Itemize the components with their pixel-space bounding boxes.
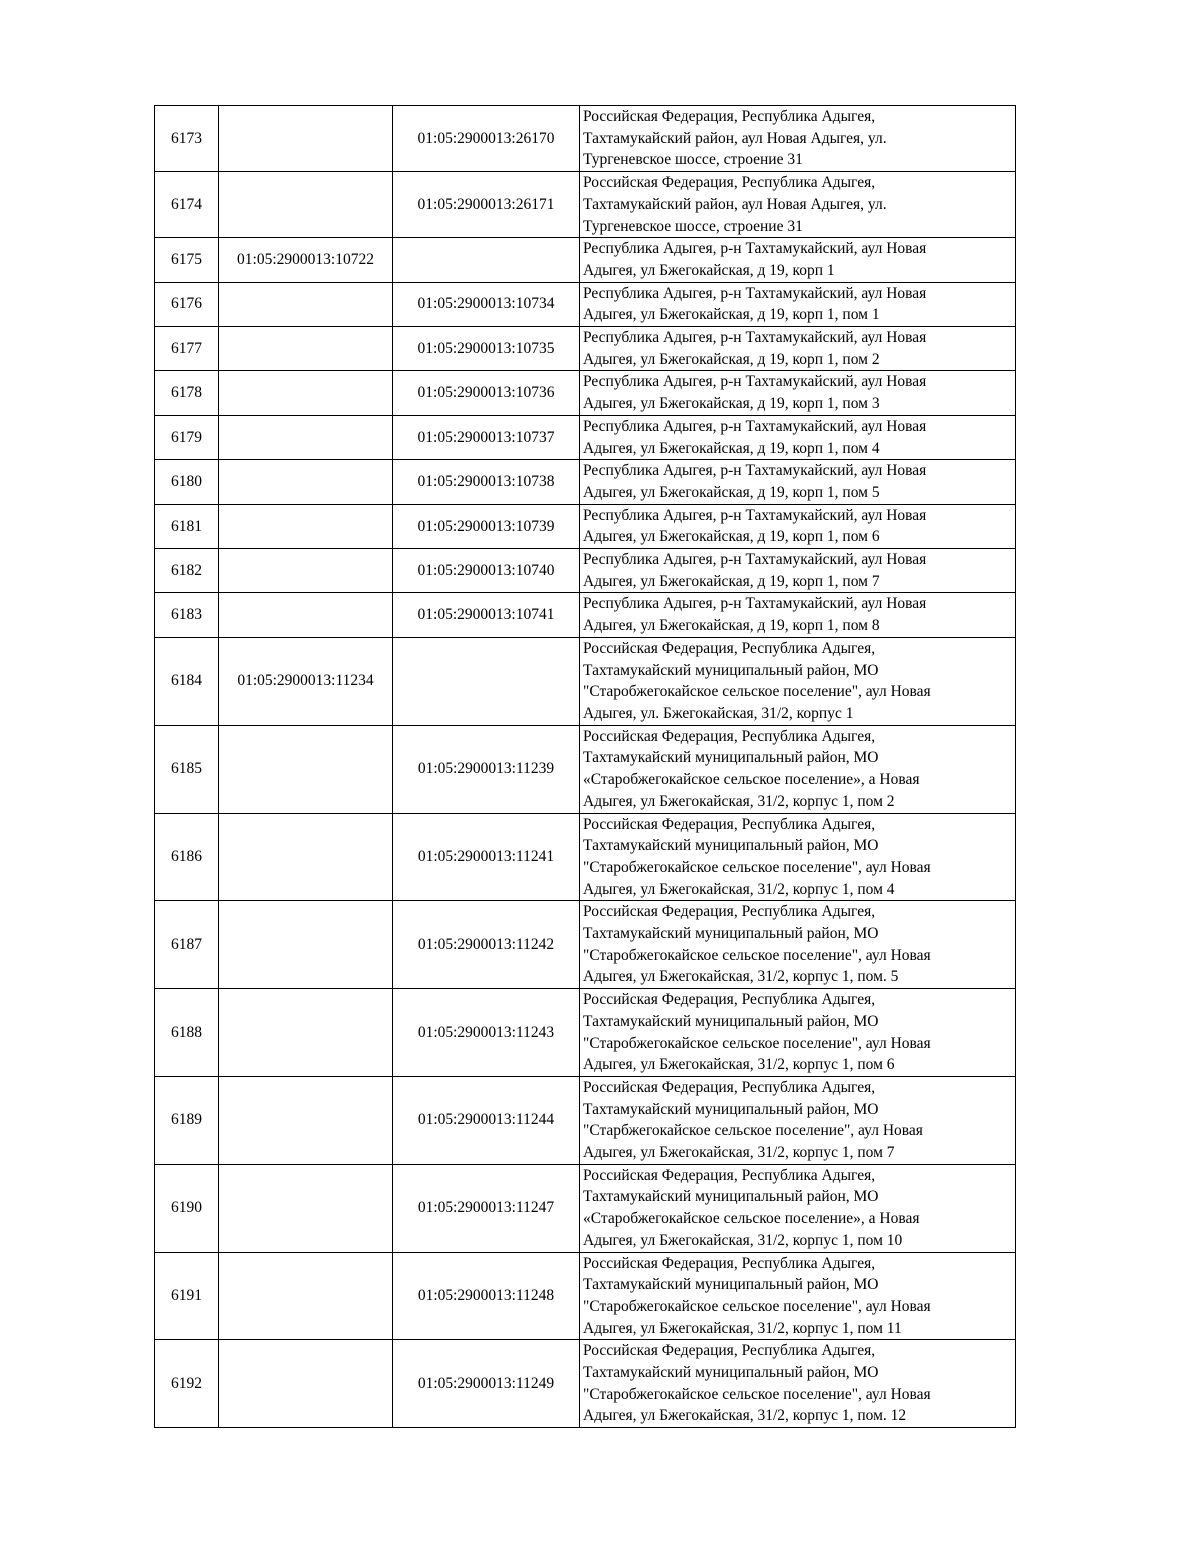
cadastral-number-object: 01:05:2900013:11243 bbox=[393, 989, 580, 1077]
cadastral-number-parcel bbox=[219, 1076, 393, 1164]
cadastral-number-parcel: 01:05:2900013:11234 bbox=[219, 637, 393, 725]
row-number: 6182 bbox=[155, 549, 219, 593]
table-row bbox=[155, 813, 1016, 901]
cadastral-number-parcel bbox=[219, 371, 393, 415]
cadastral-number-parcel: 01:05:2900013:10722 bbox=[219, 238, 393, 282]
cadastral-number-object: 01:05:2900013:10740 bbox=[393, 549, 580, 593]
cadastral-number-parcel bbox=[219, 415, 393, 459]
cadastral-number-object: 01:05:2900013:11249 bbox=[393, 1340, 580, 1428]
cadastral-number-parcel bbox=[219, 901, 393, 989]
table-row bbox=[155, 901, 1016, 989]
cadastral-number-parcel bbox=[219, 106, 393, 172]
cadastral-number-object: 01:05:2900013:11247 bbox=[393, 1164, 580, 1252]
cadastral-number-parcel bbox=[219, 1340, 393, 1428]
row-number: 6181 bbox=[155, 504, 219, 548]
address-cell: Республика Адыгея, р-н Тахтамукайский, аул Новая Адыгея, ул Бжегокайская, д 19, корп 1, пом 8 bbox=[580, 593, 1016, 637]
address-cell: Российская Федерация, Республика Адыгея, Тахтамукайский муниципальный район, МО "Старобжегокайское сельское поселение", аул Новая Адыгея, ул Бжегокайская, 31/2, корпус 1, пом. 12 bbox=[580, 1340, 1016, 1428]
table-row bbox=[155, 989, 1016, 1077]
cadastral-number-object: 01:05:2900013:11248 bbox=[393, 1252, 580, 1340]
row-number: 6190 bbox=[155, 1164, 219, 1252]
row-number: 6188 bbox=[155, 989, 219, 1077]
table-row bbox=[155, 238, 1016, 282]
table-row bbox=[155, 460, 1016, 504]
table-row bbox=[155, 282, 1016, 326]
row-number: 6175 bbox=[155, 238, 219, 282]
row-number: 6177 bbox=[155, 327, 219, 371]
cadastral-number-object: 01:05:2900013:11242 bbox=[393, 901, 580, 989]
cadastral-number-object: 01:05:2900013:26170 bbox=[393, 106, 580, 172]
table-row bbox=[155, 1252, 1016, 1340]
row-number: 6184 bbox=[155, 637, 219, 725]
cadastral-number-parcel bbox=[219, 1164, 393, 1252]
cadastral-number-object: 01:05:2900013:10735 bbox=[393, 327, 580, 371]
cadastral-number-object: 01:05:2900013:10734 bbox=[393, 282, 580, 326]
row-number: 6191 bbox=[155, 1252, 219, 1340]
cadastral-number-parcel bbox=[219, 282, 393, 326]
address-cell: Российская Федерация, Республика Адыгея, Тахтамукайский муниципальный район, МО "Старобжегокайское сельское поселение", аул Новая Адыгея, ул Бжегокайская, 31/2, корпус 1, пом 11 bbox=[580, 1252, 1016, 1340]
table-row bbox=[155, 637, 1016, 725]
row-number: 6180 bbox=[155, 460, 219, 504]
cadastral-number-object: 01:05:2900013:10738 bbox=[393, 460, 580, 504]
cadastral-number-object: 01:05:2900013:10739 bbox=[393, 504, 580, 548]
cadastral-number-object: 01:05:2900013:11241 bbox=[393, 813, 580, 901]
cadastral-number-object: 01:05:2900013:10736 bbox=[393, 371, 580, 415]
row-number: 6183 bbox=[155, 593, 219, 637]
address-cell: Российская Федерация, Республика Адыгея, Тахтамукайский муниципальный район, МО "Старбжегокайское сельское поселение", аул Новая Адыгея, ул Бжегокайская, 31/2, корпус 1, пом 7 bbox=[580, 1076, 1016, 1164]
cadastral-number-parcel bbox=[219, 593, 393, 637]
table-row bbox=[155, 172, 1016, 238]
address-cell: Российская Федерация, Республика Адыгея, Тахтамукайский муниципальный район, МО "Старобжегокайское сельское поселение", аул Новая Адыгея, ул Бжегокайская, 31/2, корпус 1, пом 6 bbox=[580, 989, 1016, 1077]
cadastral-number-parcel bbox=[219, 172, 393, 238]
table-row bbox=[155, 106, 1016, 172]
address-cell: Российская Федерация, Республика Адыгея, Тахтамукайский район, аул Новая Адыгея, ул. Тургеневское шоссе, строение 31 bbox=[580, 106, 1016, 172]
address-cell: Республика Адыгея, р-н Тахтамукайский, аул Новая Адыгея, ул Бжегокайская, д 19, корп 1, пом 5 bbox=[580, 460, 1016, 504]
row-number: 6173 bbox=[155, 106, 219, 172]
cadastral-number-parcel bbox=[219, 504, 393, 548]
cadastral-number-object: 01:05:2900013:10737 bbox=[393, 415, 580, 459]
table-row bbox=[155, 504, 1016, 548]
address-cell: Республика Адыгея, р-н Тахтамукайский, аул Новая Адыгея, ул Бжегокайская, д 19, корп 1, пом 4 bbox=[580, 415, 1016, 459]
cadastral-number-object bbox=[393, 238, 580, 282]
row-number: 6186 bbox=[155, 813, 219, 901]
registry-table bbox=[154, 105, 1016, 1428]
address-cell: Республика Адыгея, р-н Тахтамукайский, аул Новая Адыгея, ул Бжегокайская, д 19, корп 1 bbox=[580, 238, 1016, 282]
cadastral-number-object: 01:05:2900013:11239 bbox=[393, 725, 580, 813]
address-cell: Российская Федерация, Республика Адыгея, Тахтамукайский муниципальный район, МО «Старобжегокайское сельское поселение», а Новая Адыгея, ул Бжегокайская, 31/2, корпус 1, пом 10 bbox=[580, 1164, 1016, 1252]
row-number: 6179 bbox=[155, 415, 219, 459]
cadastral-number-parcel bbox=[219, 460, 393, 504]
row-number: 6185 bbox=[155, 725, 219, 813]
address-cell: Республика Адыгея, р-н Тахтамукайский, аул Новая Адыгея, ул Бжегокайская, д 19, корп 1, пом 7 bbox=[580, 549, 1016, 593]
row-number: 6192 bbox=[155, 1340, 219, 1428]
address-cell: Российская Федерация, Республика Адыгея, Тахтамукайский муниципальный район, МО "Старобжегокайское сельское поселение", аул Новая Адыгея, ул. Бжегокайская, 31/2, корпус 1 bbox=[580, 637, 1016, 725]
table-row bbox=[155, 725, 1016, 813]
table-row bbox=[155, 327, 1016, 371]
address-cell: Республика Адыгея, р-н Тахтамукайский, аул Новая Адыгея, ул Бжегокайская, д 19, корп 1, пом 3 bbox=[580, 371, 1016, 415]
cadastral-number-parcel bbox=[219, 1252, 393, 1340]
cadastral-number-object: 01:05:2900013:11244 bbox=[393, 1076, 580, 1164]
row-number: 6176 bbox=[155, 282, 219, 326]
cadastral-number-parcel bbox=[219, 989, 393, 1077]
address-cell: Республика Адыгея, р-н Тахтамукайский, аул Новая Адыгея, ул Бжегокайская, д 19, корп 1, пом 2 bbox=[580, 327, 1016, 371]
row-number: 6178 bbox=[155, 371, 219, 415]
table-row bbox=[155, 1340, 1016, 1428]
address-cell: Российская Федерация, Республика Адыгея, Тахтамукайский район, аул Новая Адыгея, ул. Тургеневское шоссе, строение 31 bbox=[580, 172, 1016, 238]
table-row bbox=[155, 593, 1016, 637]
table-row bbox=[155, 1164, 1016, 1252]
address-cell: Российская Федерация, Республика Адыгея, Тахтамукайский муниципальный район, МО «Старобжегокайское сельское поселение», а Новая Адыгея, ул Бжегокайская, 31/2, корпус 1, пом 2 bbox=[580, 725, 1016, 813]
cadastral-number-object: 01:05:2900013:10741 bbox=[393, 593, 580, 637]
table-row bbox=[155, 1076, 1016, 1164]
table-row bbox=[155, 549, 1016, 593]
cadastral-number-object: 01:05:2900013:26171 bbox=[393, 172, 580, 238]
address-cell: Республика Адыгея, р-н Тахтамукайский, аул Новая Адыгея, ул Бжегокайская, д 19, корп 1, пом 6 bbox=[580, 504, 1016, 548]
cadastral-number-parcel bbox=[219, 813, 393, 901]
address-cell: Российская Федерация, Республика Адыгея, Тахтамукайский муниципальный район, МО "Старобжегокайское сельское поселение", аул Новая Адыгея, ул Бжегокайская, 31/2, корпус 1, пом. 5 bbox=[580, 901, 1016, 989]
address-cell: Российская Федерация, Республика Адыгея, Тахтамукайский муниципальный район, МО "Старобжегокайское сельское поселение", аул Новая Адыгея, ул Бжегокайская, 31/2, корпус 1, пом 4 bbox=[580, 813, 1016, 901]
row-number: 6187 bbox=[155, 901, 219, 989]
cadastral-number-parcel bbox=[219, 549, 393, 593]
cadastral-number-object bbox=[393, 637, 580, 725]
cadastral-number-parcel bbox=[219, 327, 393, 371]
table-row bbox=[155, 371, 1016, 415]
address-cell: Республика Адыгея, р-н Тахтамукайский, аул Новая Адыгея, ул Бжегокайская, д 19, корп 1, пом 1 bbox=[580, 282, 1016, 326]
registry-table-body bbox=[155, 106, 1016, 1428]
row-number: 6174 bbox=[155, 172, 219, 238]
row-number: 6189 bbox=[155, 1076, 219, 1164]
table-row bbox=[155, 415, 1016, 459]
cadastral-number-parcel bbox=[219, 725, 393, 813]
